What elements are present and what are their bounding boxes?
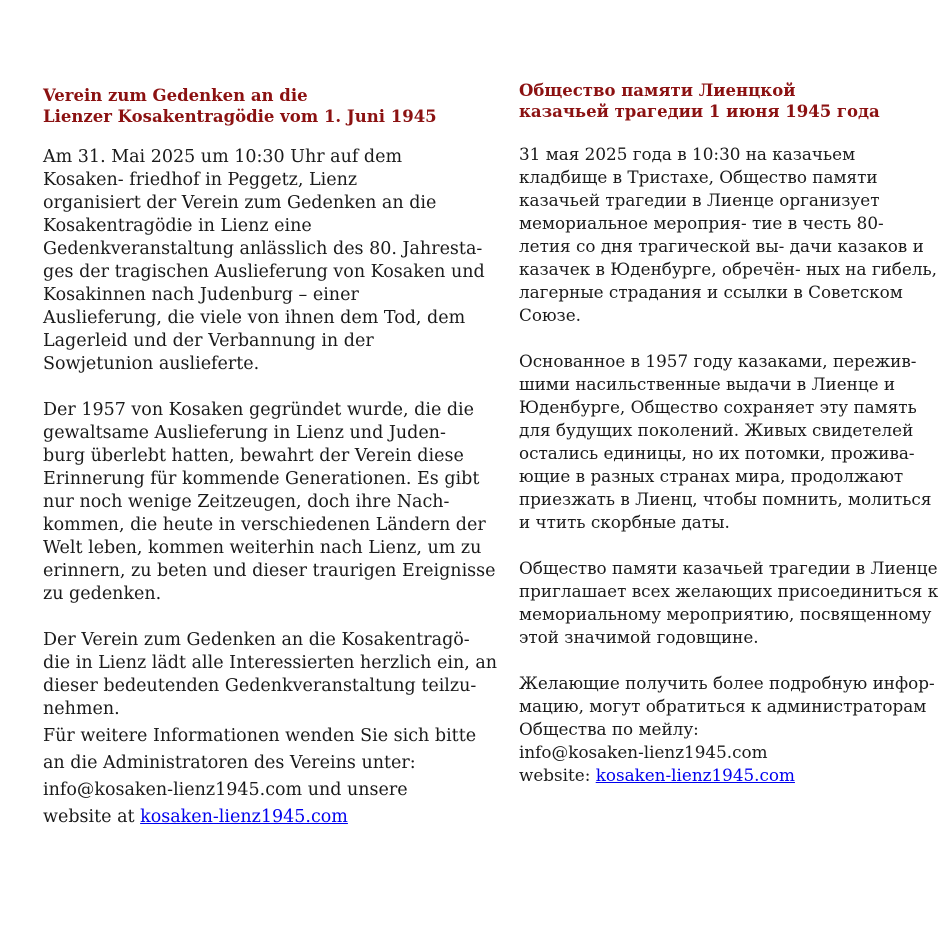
russian-website-link[interactable]: kosaken-lienz1945.com <box>595 765 795 785</box>
german-paragraph-2: Der 1957 von Kosaken gegründet wurde, die die gewaltsame Auslieferung in Lienz und Juden- burg überlebt hatten, bewahrt der Verein diese Erinnerung für kommende Generationen. Es gibt nur noch wenige Zeitzeugen, doch ihre Nach- kommen, die heute in verschiedenen Ländern der Welt leben, kommen weiterhin nach Lienz, um zu erinnern, zu beten und dieser traurigen Ereignisse zu gedenken. <box>43 400 496 604</box>
russian-paragraph-2: Основанное в 1957 году казаками, пережив- шими насильственные выдачи в Лиенце и Юденбурге, Общество сохраняет эту память для будущих поколений. Живых свидетелей остались единицы, но их потомки, прожива- ющие в разных странах мира, продолжают приезжать в Лиенц, чтобы помнить, молиться и чтить скорбные даты. <box>519 351 932 532</box>
german-contact-info: Für weitere Informationen wenden Sie sich bitte an die Administratoren des Vereins unter: info@kosaken-lienz1945.com und unsere website at kosaken-lienz1945.com <box>43 726 477 827</box>
german-website-link[interactable]: kosaken-lienz1945.com <box>140 807 348 827</box>
german-website-prefix: website at <box>43 807 141 827</box>
russian-paragraph-1: 31 мая 2025 года в 10:30 на казачьем кладбище в Тристахе, Общество памяти казачьей трагедии в Лиенце организует мемориальное мероприя- тие в честь 80- летия со дня трагической вы- дачи казаков и казачек в Юденбурге, обречён- ных на гибель, лагерные страдания и ссылки в Советском Союзе. <box>519 144 937 325</box>
russian-paragraph-4: Желающие получить более подробную инфор- мацию, могут обратиться к администраторам Общества по мейлу: info@kosaken-lienz1945.com website: kosaken-lienz1945.com <box>519 673 935 785</box>
german-paragraph-1: Am 31. Mai 2025 um 10:30 Uhr auf dem Kosaken- friedhof in Peggetz, Lienz organisiert der Verein zum Gedenken an die Kosakentragödie in Lienz eine Gedenkveranstaltung anlässlich des 80. Jahresta- ges der tragischen Auslieferung von Kosaken und Kosakinnen nach Judenburg – einer Auslieferung, die viele von ihnen dem Tod, dem Lagerleid und der Verbannung in der Sowjetunion auslieferte. <box>43 147 485 374</box>
russian-title: Общество памяти Лиенцкой казачьей трагедии 1 июня 1945 года <box>519 81 880 121</box>
russian-website-prefix: website: <box>519 765 596 785</box>
german-paragraph-3: Der Verein zum Gedenken an die Kosakentragö- die in Lienz lädt alle Interessierten herzlich ein, an dieser bedeutenden Gedenkveranstaltung teilzu- nehmen. <box>43 630 498 719</box>
russian-column <box>519 80 939 787</box>
german-title: Verein zum Gedenken an die Lienzer Kosakentragödie vom 1. Juni 1945 <box>43 86 437 126</box>
russian-paragraph-3: Общество памяти казачьей трагедии в Лиенце приглашает всех желающих присоединиться к мемориальному мероприятию, посвященному этой значимой годовщине. <box>519 558 939 647</box>
german-column <box>43 85 498 831</box>
